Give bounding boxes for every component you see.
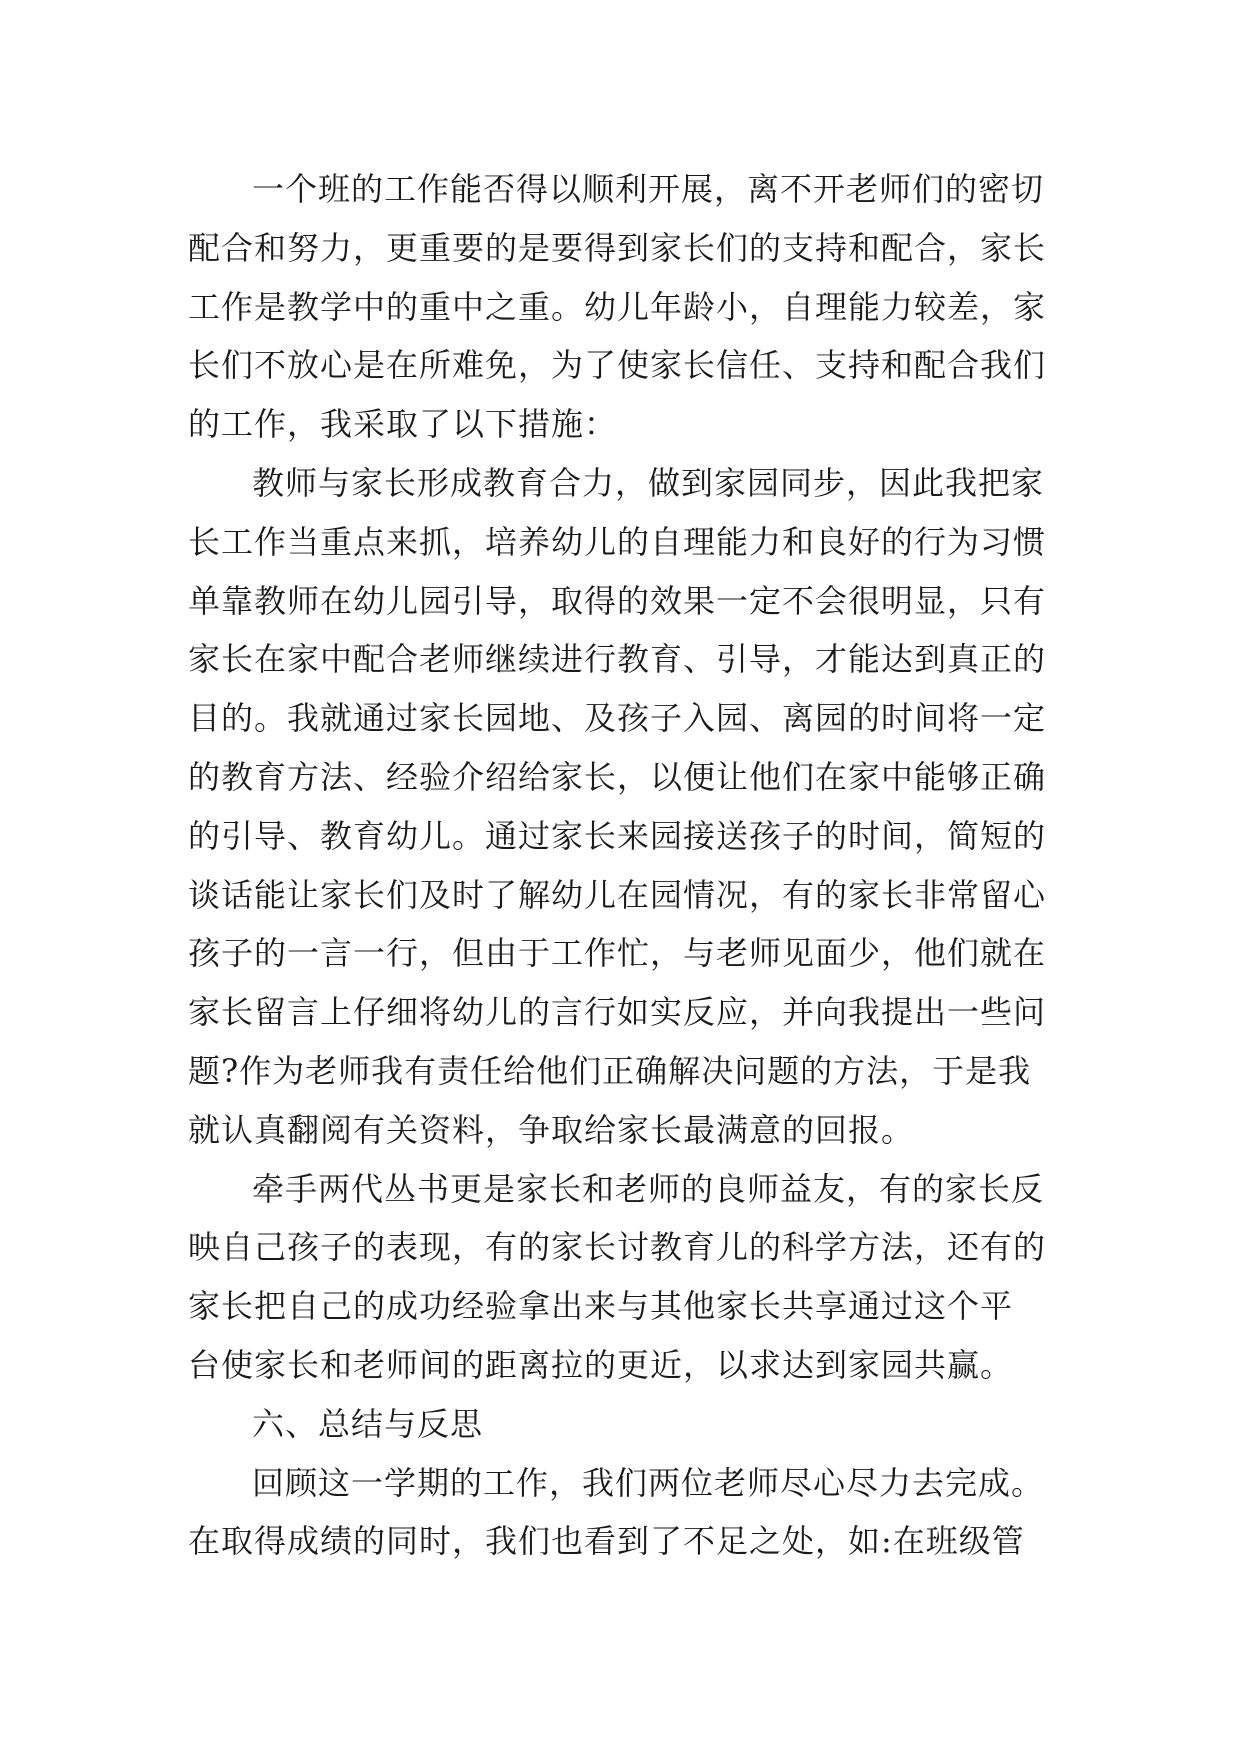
text-line: 孩子的一言一行，但由于工作忙，与老师见面少，他们就在: [188, 934, 1047, 973]
text-line: 长工作当重点来抓，培养幼儿的自理能力和良好的行为习惯: [188, 522, 1047, 561]
text-line: 回顾这一学期的工作，我们两位老师尽心尽力去完成。: [252, 1463, 1045, 1502]
text-line: 教师与家长形成教育合力，做到家园同步，因此我把家: [252, 463, 1045, 502]
text-line: 配合和努力，更重要的是要得到家长们的支持和配合，家长: [188, 228, 1047, 267]
text-line: 长们不放心是在所难免，为了使家长信任、支持和配合我们: [188, 346, 1047, 385]
text-line: 就认真翻阅有关资料，争取给家长最满意的回报。: [188, 1110, 915, 1149]
text-line: 谈话能让家长们及时了解幼儿在园情况，有的家长非常留心: [188, 875, 1047, 914]
text-line: 在取得成绩的同时，我们也看到了不足之处，如:在班级管: [188, 1522, 1025, 1561]
text-line: 映自己孩子的表现，有的家长讨教育儿的科学方法，还有的: [188, 1228, 1047, 1267]
section-heading: 六、总结与反思: [252, 1404, 484, 1443]
body-text: [188, 160, 1068, 1571]
text-line: 家长在家中配合老师继续进行教育、引导，才能达到真正的: [188, 640, 1047, 679]
text-line: 目的。我就通过家长园地、及孩子入园、离园的时间将一定: [188, 699, 1047, 738]
text-line: 的引导、教育幼儿。通过家长来园接送孩子的时间，简短的: [188, 816, 1047, 855]
text-line: 台使家长和老师间的距离拉的更近，以求达到家园共赢。: [188, 1345, 1014, 1384]
text-line: 的工作，我采取了以下措施：: [188, 405, 618, 444]
text-line: 工作是教学中的重中之重。幼儿年龄小，自理能力较差，家: [188, 287, 1047, 326]
text-line: 家长把自己的成功经验拿出来与其他家长共享通过这个平: [188, 1287, 1014, 1326]
text-line: 家长留言上仔细将幼儿的言行如实反应，并向我提出一些问: [188, 993, 1047, 1032]
text-line: 单靠教师在幼儿园引导，取得的效果一定不会很明显，只有: [188, 581, 1047, 620]
text-line: 题?作为老师我有责任给他们正确解决问题的方法，于是我: [188, 1051, 1032, 1090]
text-line: 的教育方法、经验介绍给家长，以便让他们在家中能够正确: [188, 757, 1047, 796]
text-line: 一个班的工作能否得以顺利开展，离不开老师们的密切: [252, 170, 1045, 208]
text-line: 牵手两代丛书更是家长和老师的良师益友，有的家长反: [252, 1169, 1045, 1208]
